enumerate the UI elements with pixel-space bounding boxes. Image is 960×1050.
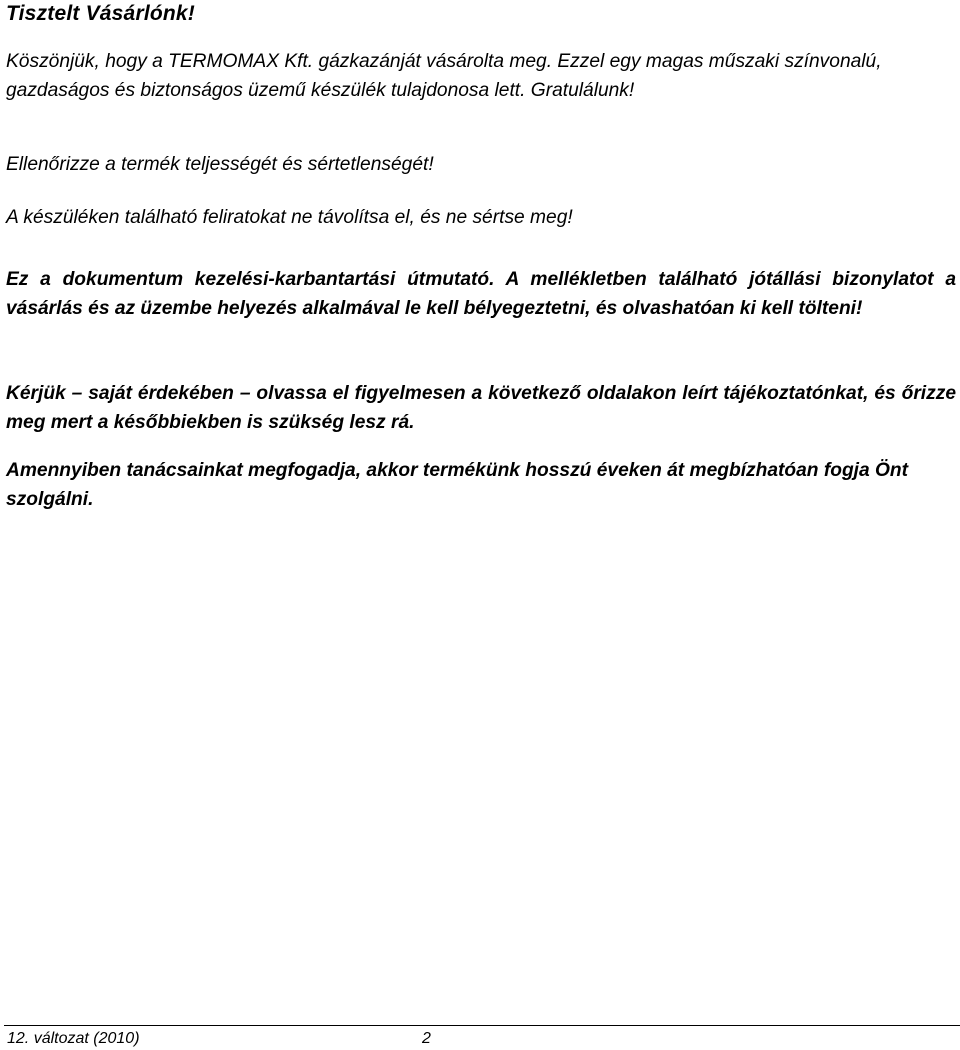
- footer-version: 12. változat (2010): [7, 1030, 140, 1047]
- read-carefully-paragraph: Kérjük – saját érdekében – olvassa el figyelmesen a következő oldalakon leírt tájékoztatónkat, és őrizze meg mert a későbbiekben is szükség lesz rá.: [6, 383, 956, 433]
- closing-paragraph: Amennyiben tanácsainkat megfogadja, akkor termékünk hosszú éveken át megbízhatóan fogja Önt szolgálni.: [6, 460, 909, 510]
- labels-warning-paragraph: A készüléken található feliratokat ne távolítsa el, és ne sértse meg!: [6, 207, 573, 228]
- page-number: 2: [422, 1030, 431, 1047]
- greeting-heading: Tisztelt Vásárlónk!: [6, 2, 195, 25]
- check-product-paragraph: Ellenőrizze a termék teljességét és sértetlenségét!: [6, 154, 434, 175]
- thank-you-paragraph: Köszönjük, hogy a TERMOMAX Kft. gázkazánját vásárolta meg. Ezzel egy magas műszaki színvonalú, gazdaságos és biztonságos üzemű készülék tulajdonosa lett. Gratulálunk!: [6, 51, 882, 101]
- warranty-paragraph: Ez a dokumentum kezelési-karbantartási útmutató. A mellékletben található jótállási bizonylatot a vásárlás és az üzembe helyezés alkalmával le kell bélyegeztetni, és olvashatóan ki kell tölteni!: [6, 269, 956, 319]
- footer-divider: [4, 1025, 960, 1026]
